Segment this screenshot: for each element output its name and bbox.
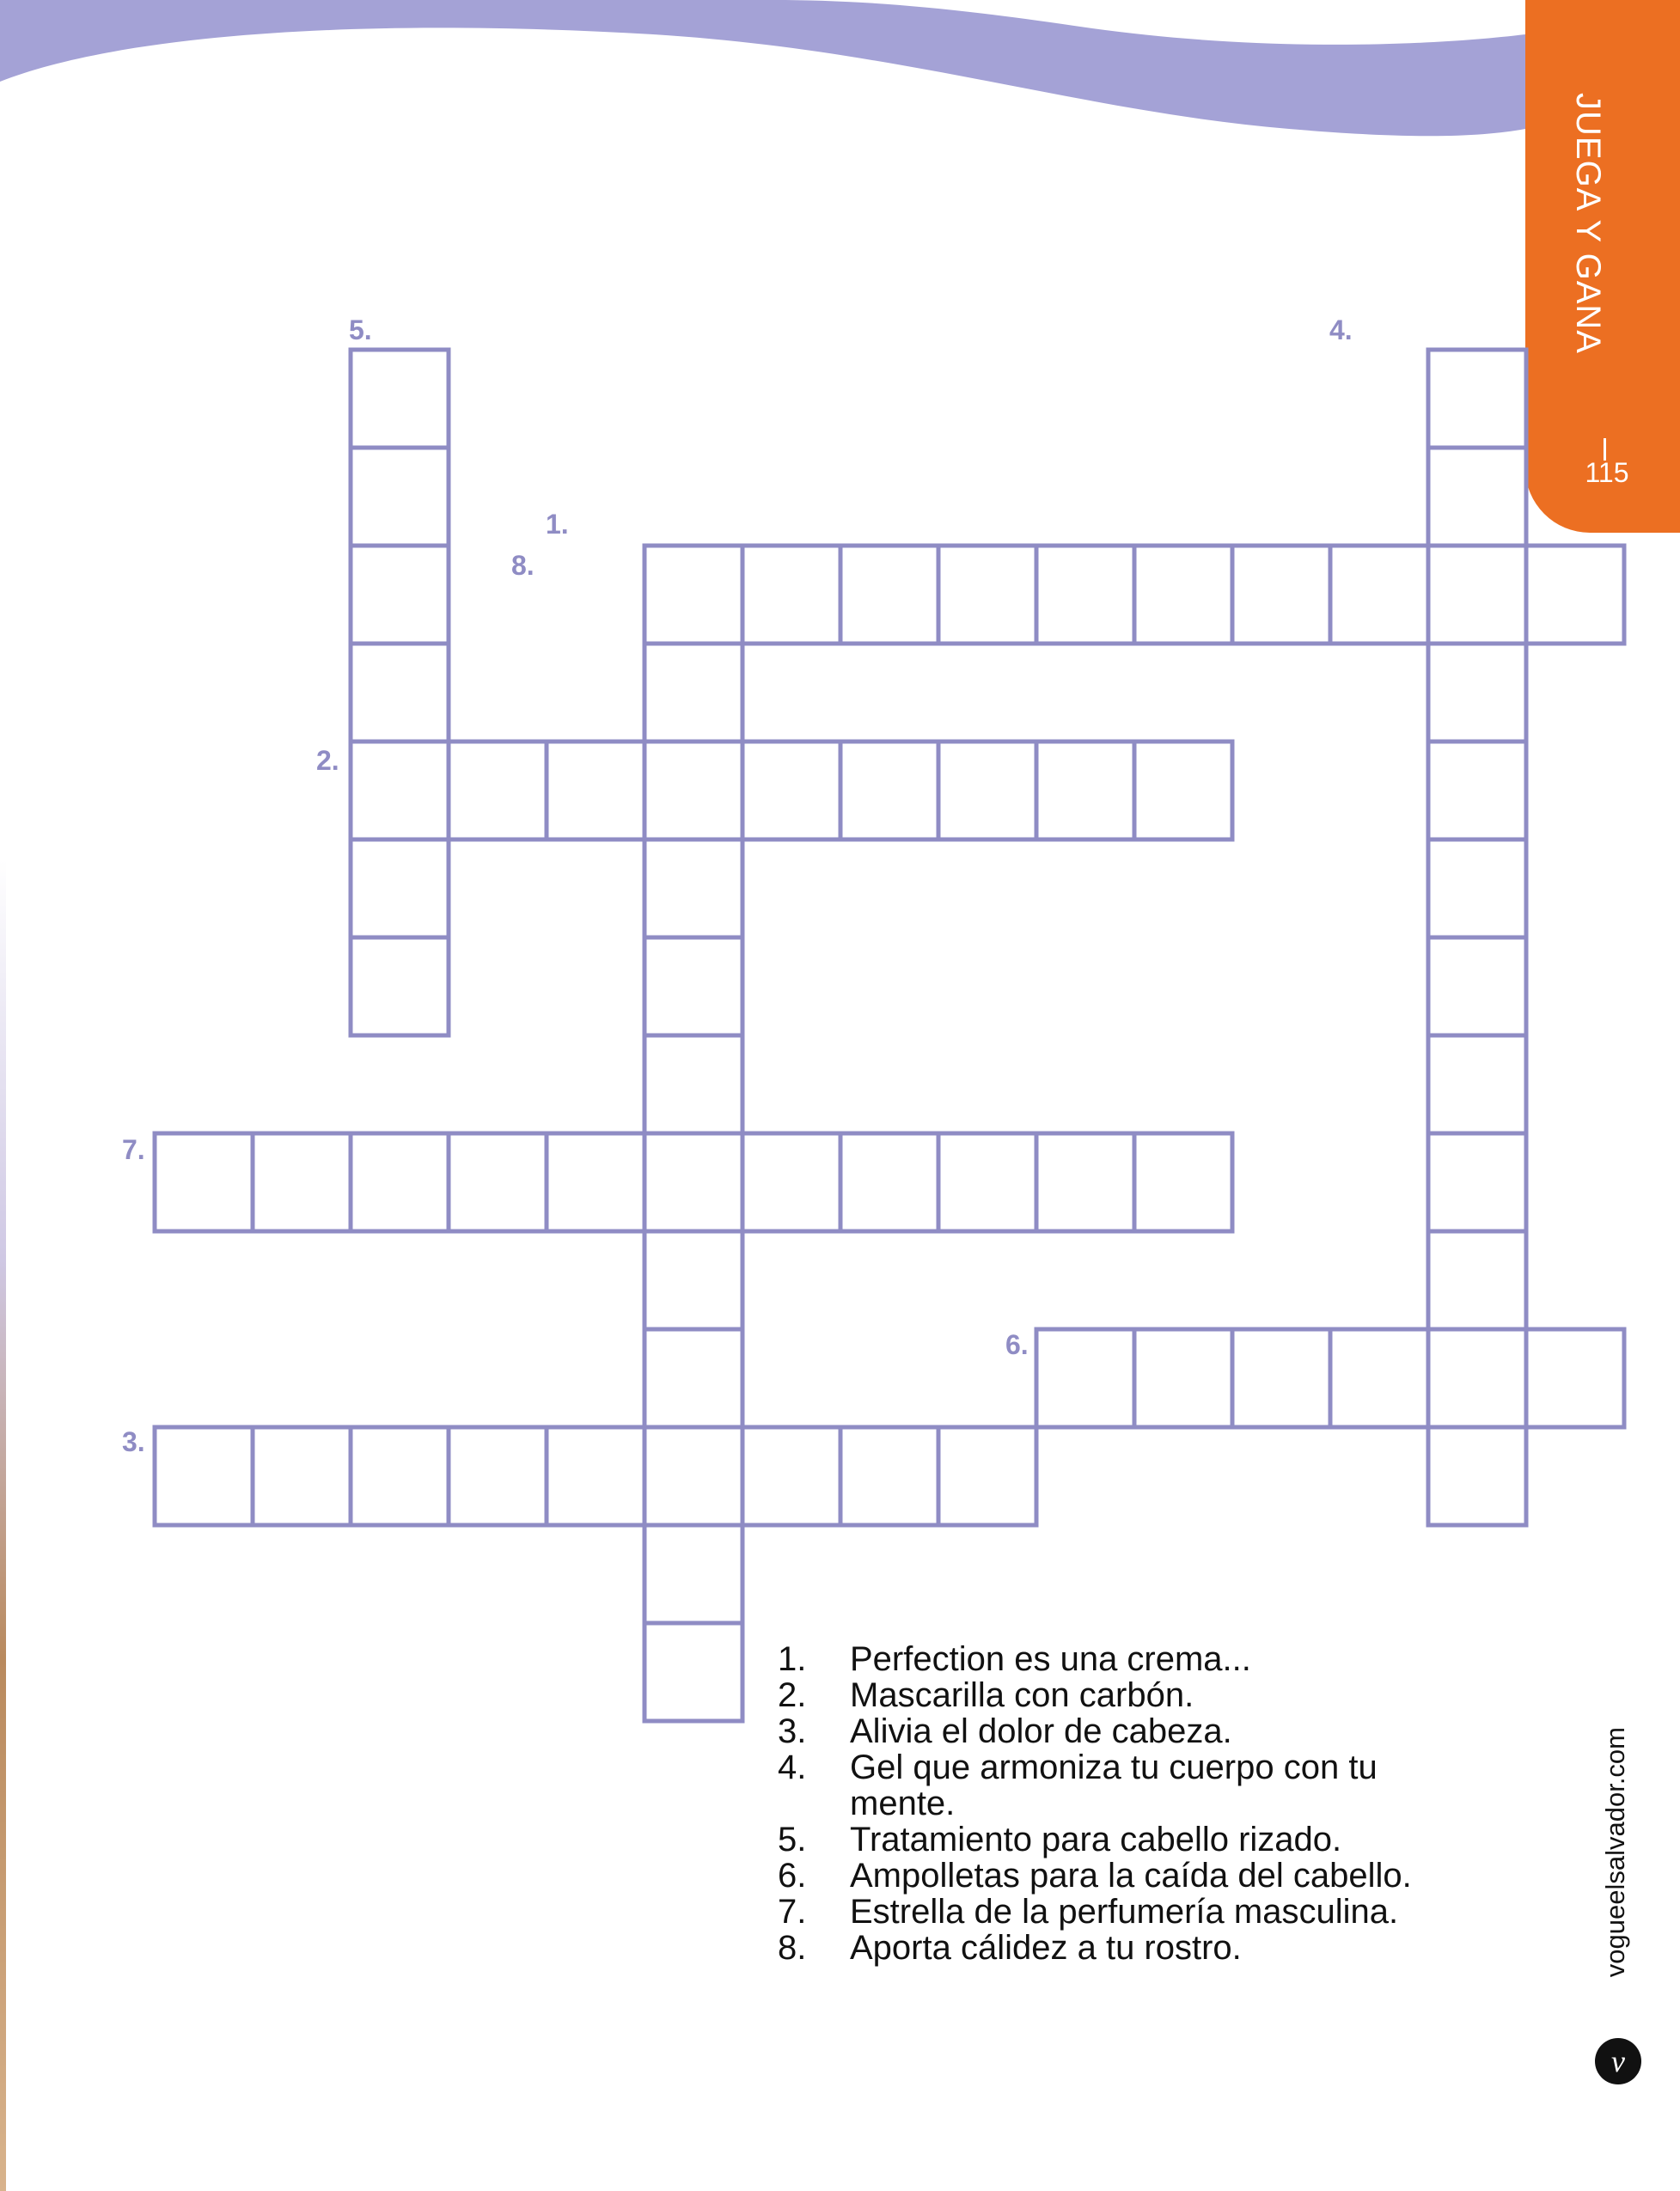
crossword-cell[interactable] (742, 546, 840, 644)
crossword-cell[interactable] (645, 1133, 742, 1231)
crossword-cell[interactable] (449, 1133, 547, 1231)
brand-logo-icon: v (1595, 2038, 1641, 2084)
clue-number: 6. (778, 1857, 807, 1895)
crossword-cell[interactable] (1428, 1133, 1526, 1231)
clue-text: Perfection es una crema... (850, 1640, 1251, 1678)
crossword-cell[interactable] (840, 546, 938, 644)
crossword-cell[interactable] (351, 937, 449, 1035)
crossword-cell[interactable] (1134, 1133, 1232, 1231)
clue-item (778, 1749, 1482, 1822)
clue-number-label-2: 2. (316, 745, 339, 776)
crossword-cell[interactable] (155, 1133, 253, 1231)
crossword-cell[interactable] (1232, 546, 1330, 644)
clue-item (778, 1713, 1482, 1749)
clue-number: 3. (778, 1712, 807, 1750)
clue-text: Aporta cálidez a tu rostro. (850, 1929, 1242, 1967)
crossword-cell[interactable] (742, 1427, 840, 1525)
clue-item (778, 1930, 1482, 1966)
crossword-cell[interactable] (742, 742, 840, 839)
clue-number-label-1: 1. (546, 509, 569, 540)
crossword-cell[interactable] (645, 1427, 742, 1525)
crossword-cell[interactable] (351, 1427, 449, 1525)
crossword-cell[interactable] (1330, 1329, 1428, 1427)
clue-text: Mascarilla con carbón. (850, 1676, 1194, 1714)
clue-number: 5. (778, 1821, 807, 1858)
crossword-cell[interactable] (1036, 1133, 1134, 1231)
crossword-cell[interactable] (645, 742, 742, 839)
clue-number-label-7: 7. (122, 1134, 145, 1165)
website-url: vogueelsalvador.com (1600, 1727, 1630, 1978)
crossword-cell[interactable] (1428, 839, 1526, 937)
crossword-cell[interactable] (742, 1133, 840, 1231)
crossword-cell[interactable] (351, 839, 449, 937)
clue-number: 4. (778, 1749, 807, 1786)
crossword-cell[interactable] (645, 1329, 742, 1427)
clue-text: Estrella de la perfumería masculina. (850, 1893, 1399, 1931)
crossword-cell[interactable] (155, 1427, 253, 1525)
crossword-cell[interactable] (645, 937, 742, 1035)
clue-item (778, 1677, 1482, 1713)
crossword-cell[interactable] (938, 1427, 1036, 1525)
clue-number: 8. (778, 1929, 807, 1967)
crossword-cell[interactable] (351, 350, 449, 448)
crossword-cell[interactable] (645, 1623, 742, 1721)
clue-number-label-5: 5. (349, 314, 372, 345)
crossword-cell[interactable] (449, 1427, 547, 1525)
crossword-cell[interactable] (840, 742, 938, 839)
crossword-cell[interactable] (938, 546, 1036, 644)
crossword-cell[interactable] (1428, 1231, 1526, 1329)
crossword-cell[interactable] (1428, 1329, 1526, 1427)
crossword-cell[interactable] (938, 1133, 1036, 1231)
clue-number-label-4: 4. (1329, 314, 1353, 345)
crossword-cell[interactable] (840, 1133, 938, 1231)
crossword-cell[interactable] (645, 644, 742, 742)
crossword-cell[interactable] (547, 1133, 645, 1231)
crossword-cell[interactable] (645, 546, 742, 644)
crossword-cell[interactable] (1428, 350, 1526, 448)
crossword-cell[interactable] (1526, 1329, 1624, 1427)
crossword-cell[interactable] (1134, 742, 1232, 839)
crossword-cell[interactable] (1232, 1329, 1330, 1427)
crossword-cell[interactable] (645, 1525, 742, 1623)
clue-list (778, 1641, 1482, 1966)
crossword-cell[interactable] (645, 1035, 742, 1133)
crossword-cell[interactable] (840, 1427, 938, 1525)
clue-text: Gel que armoniza tu cuerpo con tu mente. (850, 1749, 1378, 1822)
clue-number-label-6: 6. (1005, 1329, 1029, 1360)
crossword-cell[interactable] (645, 1231, 742, 1329)
crossword-cell[interactable] (1428, 742, 1526, 839)
crossword-cell[interactable] (1428, 448, 1526, 546)
clue-text: Ampolletas para la caída del cabello. (850, 1857, 1412, 1895)
crossword-cell[interactable] (1134, 546, 1232, 644)
crossword-cell[interactable] (547, 1427, 645, 1525)
crossword-cell[interactable] (1428, 644, 1526, 742)
clue-item (778, 1641, 1482, 1677)
crossword-cell[interactable] (449, 742, 547, 839)
clue-item (778, 1894, 1482, 1930)
clue-item (778, 1822, 1482, 1858)
crossword-cell[interactable] (1036, 546, 1134, 644)
crossword-cell[interactable] (1428, 546, 1526, 644)
section-title: JUEGA Y GANA (1569, 93, 1607, 354)
clue-text: Alivia el dolor de cabeza. (850, 1712, 1232, 1750)
clue-number-label-3: 3. (122, 1426, 145, 1457)
crossword-cell[interactable] (938, 742, 1036, 839)
crossword-cell[interactable] (1330, 546, 1428, 644)
clue-number: 1. (778, 1640, 807, 1678)
crossword-cell[interactable] (253, 1427, 351, 1525)
crossword-cell[interactable] (1428, 937, 1526, 1035)
crossword-cell[interactable] (1428, 1427, 1526, 1525)
crossword-cell[interactable] (1428, 1035, 1526, 1133)
crossword-cell[interactable] (351, 448, 449, 546)
crossword-cell[interactable] (1134, 1329, 1232, 1427)
crossword-cell[interactable] (1036, 742, 1134, 839)
crossword-cell[interactable] (351, 742, 449, 839)
crossword-cell[interactable] (351, 644, 449, 742)
crossword-cell[interactable] (1036, 1329, 1134, 1427)
crossword-cell[interactable] (351, 546, 449, 644)
crossword-cell[interactable] (1526, 546, 1624, 644)
clue-text: Tratamiento para cabello rizado. (850, 1821, 1342, 1858)
crossword-cell[interactable] (645, 839, 742, 937)
crossword-cell[interactable] (547, 742, 645, 839)
crossword-cell[interactable] (351, 1133, 449, 1231)
page-number: 115 (1585, 457, 1629, 488)
crossword-cell[interactable] (253, 1133, 351, 1231)
clue-number: 7. (778, 1893, 807, 1931)
clue-number: 2. (778, 1676, 807, 1714)
clue-number-label-8: 8. (511, 550, 535, 581)
clue-item (778, 1858, 1482, 1894)
